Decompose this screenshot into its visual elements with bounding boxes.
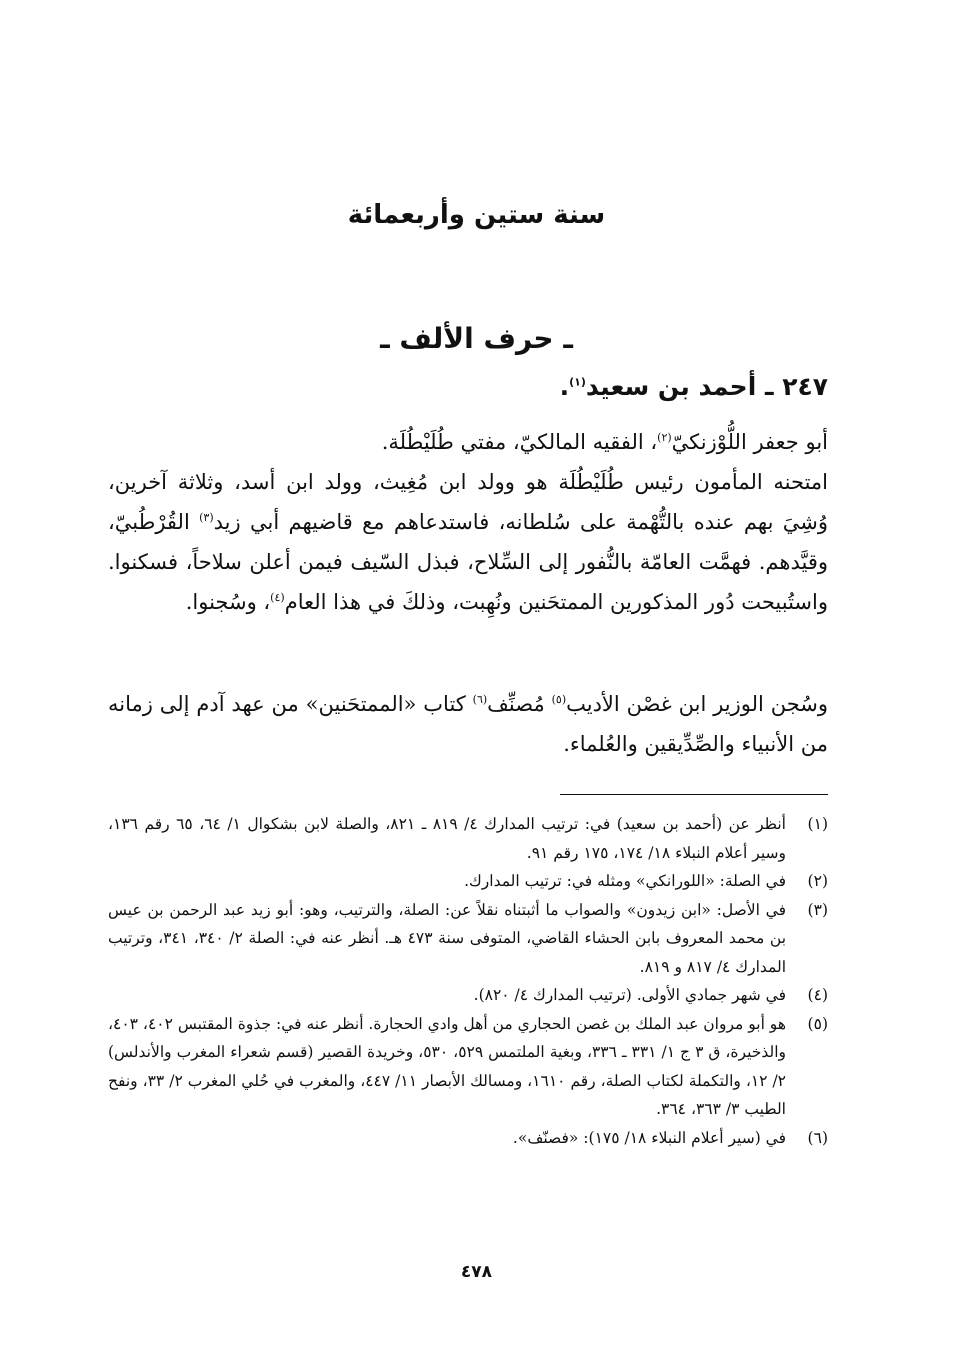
- footnote-number: (٥): [807, 1014, 828, 1033]
- footnote: [108, 1124, 828, 1153]
- entry-heading: [560, 372, 828, 401]
- footnote: [108, 896, 828, 982]
- text-run: مُصنِّف: [487, 692, 552, 716]
- footnote-text: في (سير أعلام النبلاء ١٨/ ١٧٥): «فصنّف».: [512, 1128, 786, 1147]
- footnote-text: في شهر جمادي الأولى. (ترتيب المدارك ٤/ ٨٢٠).: [473, 986, 786, 1004]
- footnote-text: في الأصل: «ابن زيدون» والصواب ما أثبتناه نقلاً عن: الصلة، والترتيب، وهو: أبو زيد عبد الرحمن بن عيس بن محمد المعروف بابن الحشاء القاضي، المتوفى سنة ٤٧٣ هـ. أنظر عنه في: الصلة ٢/ ٣٤٠، ٣٤١، وترتيب المدارك ٤/ ٨١٧ و ٨١٩.: [108, 900, 787, 976]
- footnote: [108, 981, 828, 1010]
- footnote-number: (٦): [807, 1128, 828, 1147]
- footnote-number: (٣): [807, 900, 828, 919]
- footnote-ref: (٥): [551, 693, 567, 706]
- section-heading: ـ حرف الألف ـ: [380, 322, 573, 355]
- text-run: ، وسُجنوا.: [185, 590, 271, 614]
- footnote-number: (١): [807, 815, 828, 833]
- paragraph: [108, 422, 828, 462]
- entry-end: .: [559, 372, 570, 401]
- footnote: [108, 810, 828, 867]
- footnote-text: أنظر عن (أحمد بن سعيد) في: ترتيب المدارك ٤/ ٨١٩ ـ ٨٢١، والصلة لابن بشكوال ١/ ٦٤، ٦٥ رقم ١٣٦، وسير أعلام النبلاء ١٨/ ١٧٤، ١٧٥ رقم ٩١.: [108, 815, 786, 862]
- footnote: [108, 1010, 828, 1124]
- paragraph-imprisonment: [108, 684, 828, 764]
- paragraph-identity: [108, 422, 828, 462]
- footnote-text: في الصلة: «اللورانكي» ومثله في: ترتيب المدارك.: [464, 872, 786, 890]
- year-heading: سنة ستين وأربعمائة: [347, 200, 606, 230]
- entry-number-name: ٢٤٧ ـ أحمد بن سعيد: [585, 372, 828, 401]
- paragraph: [108, 462, 828, 622]
- footnote-ref: (٤): [270, 591, 285, 604]
- text-run: أبو جعفر اللُّوْزنكيّ: [671, 430, 828, 454]
- page-number: ٤٧٨: [460, 1262, 493, 1282]
- footnote-separator: [560, 794, 828, 795]
- footnote-number: (٢): [807, 872, 828, 890]
- footnote-ref: (٣): [199, 511, 214, 524]
- paragraph-events: [108, 462, 828, 622]
- footnote: [108, 867, 828, 896]
- footnote-ref: (٢): [657, 431, 672, 444]
- paragraph: [108, 684, 828, 764]
- text-run: كتاب «الممتحَنين» من عهد آدم إلى زمانه من الأنبياء والصِّدِّيقين والعُلماء.: [108, 692, 828, 756]
- footnote-ref: (١): [569, 375, 586, 389]
- text-run: ، الفقيه المالكيّ، مفتي طُلَيْطُلَة.: [381, 430, 658, 454]
- footnote-ref: (٦): [472, 693, 488, 706]
- text-run: امتحنه المأمون رئيس طُلَيْطُلَة هو وولد ابن مُغِيث، وولد ابن أسد، وثلاثة آخرين، وُشِيَ بهم عنده بالتُّهْمة على سُلطانه، فاستدعاهم مع قاضيهم أبي زيد: [108, 470, 829, 534]
- footnote-text: هو أبو مروان عبد الملك بن غصن الحجاري من أهل وادي الحجارة. أنظر عنه في: جذوة المقتبس ٤٠٢، ٤٠٣، والذخيرة، ق ٣ ج ١/ ٣٣١ ـ ٣٣٦، وبغية الملتمس ٥٢٩، ٥٣٠، وخريدة القصير (قسم شعراء المغرب والأندلس) ٢/ ١٢، والتكملة لكتاب الصلة، رقم ١٦١٠، ومسالك الأبصار ١١/ ٤٤٧، والمغرب في حُلي المغرب ٢/ ٣٣، ونفح الطيب ٣/ ٣٦٣، ٣٦٤.: [108, 1014, 787, 1118]
- footnotes-block: [108, 810, 828, 1152]
- footnote-number: (٤): [807, 986, 828, 1004]
- text-run: وسُجن الوزير ابن غصْن الأديب: [566, 692, 829, 716]
- text-run: القُرْطُبيّ، وقيَّدهم. فهمَّت العامّة بالنُّفور إلى السِّلاح، فبذل السّيف فيمن أعلن سلاحاً، فسكنوا. واستُبيحت دُور المذكورين الممتحَنين ونُهِبت، وذلكَ في هذا العام: [108, 510, 828, 614]
